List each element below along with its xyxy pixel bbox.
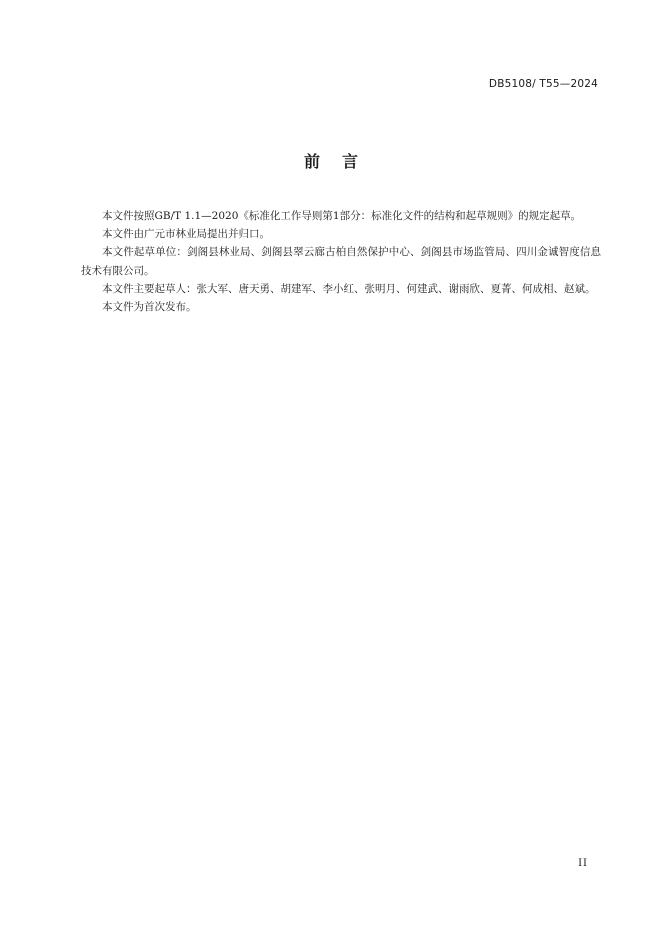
paragraph-first-release: 本文件为首次发布。 xyxy=(102,301,197,314)
paragraph-drafters: 本文件主要起草人：张大军、唐天勇、胡建军、李小红、张明月、何建武、谢雨欣、夏菁、何成相、赵斌。 xyxy=(102,282,596,295)
document-code: DB5108/ T55—2024 xyxy=(488,78,598,90)
title-char-1: 前 xyxy=(303,152,320,171)
paragraph-drafting-rules: 本文件按照GB/T 1.1—2020《标准化工作导则第1部分：标准化文件的结构和起草规则》的规定起草。 xyxy=(102,210,582,222)
page-number: II xyxy=(578,858,588,869)
page-title xyxy=(0,149,662,172)
title-char-2: 言 xyxy=(342,152,359,171)
paragraph-drafting-units: 本文件起草单位：剑阁县林业局、剑阁县翠云廊古柏自然保护中心、剑阁县市场监管局、四川金诚智度信息技术有限公司。 xyxy=(81,246,601,277)
foreword-body xyxy=(81,207,601,316)
paragraph-proposer: 本文件由广元市林业局提出并归口。 xyxy=(102,228,270,241)
